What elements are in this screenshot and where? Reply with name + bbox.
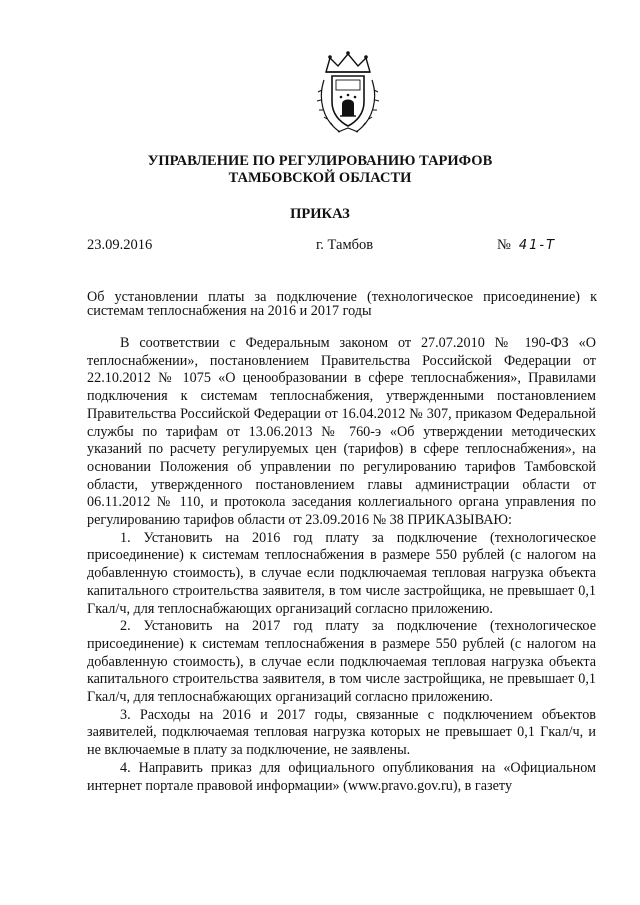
document-body — [87, 335, 596, 795]
organization-name — [0, 153, 640, 187]
coat-of-arms-icon — [316, 50, 380, 136]
order-item-3: 3. Расходы на 2016 и 2017 годы, связанные с подключением объектов заявителей, подключаемая тепловая нагрузка которых не превышает 0,1 Гкал/ч, и не включаемые в плату за подключение, не заявлены. — [87, 706, 596, 759]
document-type: ПРИКАЗ — [290, 206, 350, 222]
preamble-paragraph: В соответствии с Федеральным законом от 27.07.2010 № 190-ФЗ «О теплоснабжении», постановлением Правительства Российской Федерации от 22.10.2012 № 1075 «О ценообразовании в сфере теплоснабжения», Правилами подключения к системам теплоснабжения, утвержденными постановлением Правительства Российской Федерации от 16.04.2012 № 307, приказом Федеральной службы по тарифам от 13.06.2013 № 760-э «Об утверждении методических указаний по расчету регулируемых цен (тарифов) в сфере теплоснабжения», на основании Положения об управлении по регулированию тарифов Тамбовской области, утвержденного постановлением главы администрации области от 06.11.2012 № 110, и протокола заседания коллегиального органа управления по регулированию тарифов области от 23.09.2016 № 38 ПРИКАЗЫВАЮ: — [87, 335, 596, 529]
document-subject: Об установлении платы за подключение (технологическое присоединение) к системам теплоснабжения на 2016 и 2017 годы — [87, 289, 597, 319]
document-number-value: 41-Т — [518, 238, 557, 253]
document-number-label: № — [497, 237, 511, 253]
document-date: 23.09.2016 — [87, 237, 153, 253]
order-item-2: 2. Установить на 2017 год плату за подключение (технологическое присоединение) к системам теплоснабжения в размере 550 рублей (с налогом на добавленную стоимость), в случае если подключаемая тепловая нагрузка объекта капитального строительства заявителя, в том числе застройщика, не превышает 0,1 Гкал/ч, для теплоснабжающих организаций согласно приложению. — [87, 618, 596, 706]
document-number — [497, 237, 556, 254]
order-item-1: 1. Установить на 2016 год плату за подключение (технологическое присоединение) к системам теплоснабжения в размере 550 рублей (с налогом на добавленную стоимость), в случае если подключаемая тепловая нагрузка объекта капитального строительства заявителя, в том числе застройщика, не превышает 0,1 Гкал/ч, для теплоснабжающих организаций согласно приложению. — [87, 529, 596, 617]
order-item-4: 4. Направить приказ для официального опубликования на «Официальном интернет портале правовой информации» (www.pravo.gov.ru), в газету — [87, 759, 596, 794]
document-city: г. Тамбов — [316, 237, 374, 253]
organization-name-line1: УПРАВЛЕНИЕ ПО РЕГУЛИРОВАНИЮ ТАРИФОВ — [147, 153, 493, 169]
organization-name-line2: ТАМБОВСКОЙ ОБЛАСТИ — [228, 170, 412, 186]
